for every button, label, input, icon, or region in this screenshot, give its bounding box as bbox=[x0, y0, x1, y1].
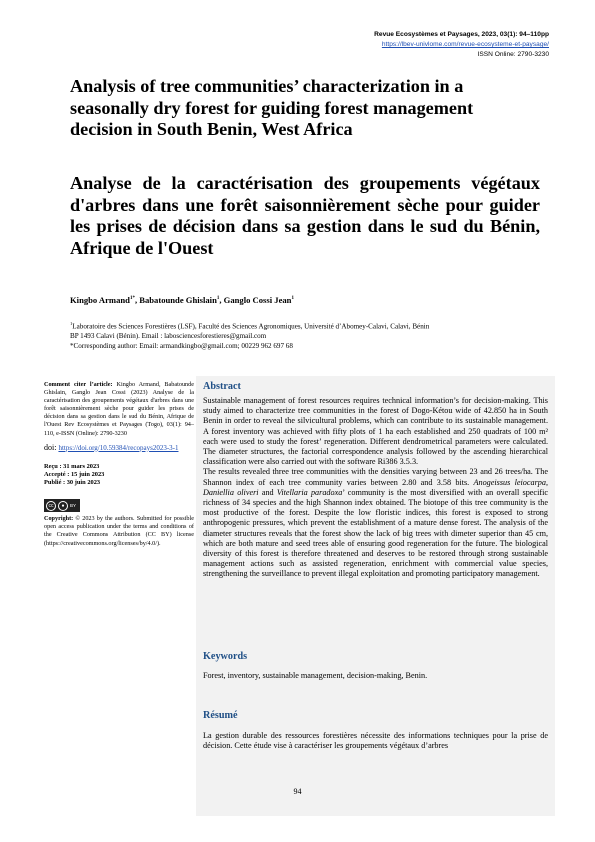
keywords-heading: Keywords bbox=[203, 651, 248, 662]
title-french: Analyse de la caractérisation des groupements végétaux d'arbres dans une forêt saisonnièrement sèche pour guider les prises de décision dans sa gestion dans le sud du Bénin, Afrique de l'Ouest bbox=[70, 173, 540, 258]
abstract-text: The results revealed three tree communities with the densities varying between 23 and 26 trees/ha. The Shannon index of each tree community varies between 2.80 and 3.58 bits. bbox=[203, 467, 548, 487]
cc-by-license-icon[interactable] bbox=[44, 499, 80, 512]
date-accepted: Accepté : 15 juin 2023 bbox=[44, 470, 105, 478]
affiliation-block bbox=[70, 319, 540, 351]
page-number: 94 bbox=[293, 787, 302, 796]
citation-text: Kingbo Armand, Babatounde Ghislain, Ganglo Jean Cossi (2023) Analyse de la caractérisation des groupements végétaux d'arbres dans une forêt saisonnièrement sèche pour guider les prises de décision dans sa gestion dans le sud du Bénin, Afrique de l'Ouest Rev Ecosystèmes et Paysages (Togo), 03(1): 94–110, e-ISSN (Online): 2790-3230 bbox=[44, 381, 194, 437]
author-name: Kingbo Armand bbox=[70, 295, 130, 305]
date-published: Publié : 30 juin 2023 bbox=[44, 479, 101, 487]
copyright-text: © 2023 by the authors. Submitted for possible open access publication under the terms and conditions of the Creative Commons Attribution (CC BY) license bbox=[44, 515, 194, 539]
species-name: Anogeissus leiocarpa bbox=[473, 477, 546, 487]
citation-label: Comment citer l’article: bbox=[44, 381, 113, 388]
license-url[interactable]: (https://creativecommons.org/licenses/by/4.0/). bbox=[44, 539, 161, 547]
affiliation-mark: 1 bbox=[70, 321, 73, 326]
journal-issn: ISSN Online: 2790-3230 bbox=[477, 51, 549, 59]
abstract-text: ’ community is the most diversified with an overall specific richness of 34 species and the high Shannon index obtained. The biotope of this tree community is the most productive of the forest. Despite the low floristic indices, this forest is exposed to strong anthropogenic pressures, which prevent the establishment of a mature dense forest. The analysis of the diameter structures reveals that the forest show the lack of big trees with dimeter superior than 45 cm, which are both mature and seed trees able of ensuring good regeneration for the future. The biological diversity of this forest is therefore threatened and deserves to be restored through strong sustainable management actions such as assisted regeneration, enrichment with commercial value species, strengthening the surveillance to prevent illegal exploitation and promoting participatory management. bbox=[203, 487, 548, 579]
species-name: Vitellaria paradoxa bbox=[276, 487, 343, 497]
author-affil-mark: 1* bbox=[129, 296, 135, 302]
cc-icon: cc bbox=[46, 501, 56, 511]
attribution-person-icon: ● bbox=[58, 501, 68, 511]
copyright-label: Copyright: bbox=[44, 515, 74, 523]
citation-block bbox=[44, 381, 194, 438]
abstract-text: , bbox=[545, 477, 548, 487]
abstract-paragraph: Sustainable management of forest resources requires technical information’s for decision-making. This study aimed to characterize tree communities in the forest of Dogo-Kétou wide of 42.850 ha in South Benin in order to reveal the silvicultural problems, which can contribute to its sustainable management. A forest inventory was achieved with fifty plots of 1 ha each established and 250 quadrats of 100 m² each were used to study the forest’ regeneration. Different dendrometrical parameters were calculated. The diameter structures, the factorial correspondence analysis followed by the ascending hierarchical classification were also carried out with the software Ri386 3.5.3. bbox=[203, 396, 548, 467]
resume-heading: Résumé bbox=[203, 710, 238, 721]
abstract-text: and bbox=[261, 487, 274, 497]
title-english: Analysis of tree communities’ characterization in a seasonally dry forest for guiding forest management decision in South Benin, West Africa bbox=[70, 76, 474, 140]
author-affil-mark: 1 bbox=[216, 296, 220, 302]
author-name: Babatounde Ghislain bbox=[139, 295, 217, 305]
doi-label: doi: bbox=[44, 442, 57, 452]
doi-link[interactable]: https://doi.org/10.59384/recopays2023-3-1 bbox=[58, 443, 179, 452]
copyright-notice bbox=[44, 515, 194, 547]
resume-text: La gestion durable des ressources forestières nécessite des informations techniques pour la prise de décision. Cette étude vise à caractériser les groupements végétaux d’arbres bbox=[203, 731, 548, 751]
journal-url-link[interactable]: https://lbev-univlome.com/revue-ecosysteme-et-paysage/ bbox=[381, 41, 549, 49]
abstract-heading: Abstract bbox=[203, 381, 241, 392]
keywords-text: Forest, inventory, sustainable management, decision-making, Benin. bbox=[203, 671, 428, 680]
date-received: Reçu : 31 mars 2023 bbox=[44, 462, 100, 470]
author-list: Kingbo Armand$^{1*}$, Babatounde Ghislain$^1$, Ganglo Cossi Jean$^1$ bbox=[70, 295, 294, 305]
author-name: Ganglo Cossi Jean bbox=[223, 295, 292, 305]
affiliation-address: BP 1493 Calavi (Bénin). Email : labosciencesforestieres@gmail.com bbox=[70, 331, 267, 340]
doi-block bbox=[44, 443, 194, 453]
article-sidebar bbox=[44, 381, 194, 548]
corresponding-author: *Corresponding author: Email: armandkingbo@gmail.com; 00229 962 697 68 bbox=[70, 341, 293, 350]
affiliation-line: Laboratoire des Sciences Forestières (LSF), Faculté des Sciences Agronomiques, Université d’Abomey-Calavi, Calavi, Bénin bbox=[72, 322, 430, 331]
abstract-paragraph bbox=[203, 467, 548, 579]
journal-name: Revue Ecosystèmes et Paysages, 2023, 03(1): 94–110pp bbox=[374, 31, 549, 38]
abstract-body bbox=[203, 396, 548, 580]
by-label: BY bbox=[70, 502, 77, 508]
journal-header bbox=[374, 30, 549, 61]
species-name: Daniellia oliveri bbox=[203, 487, 259, 497]
article-dates bbox=[44, 463, 194, 488]
author-affil-mark: 1 bbox=[291, 296, 294, 302]
